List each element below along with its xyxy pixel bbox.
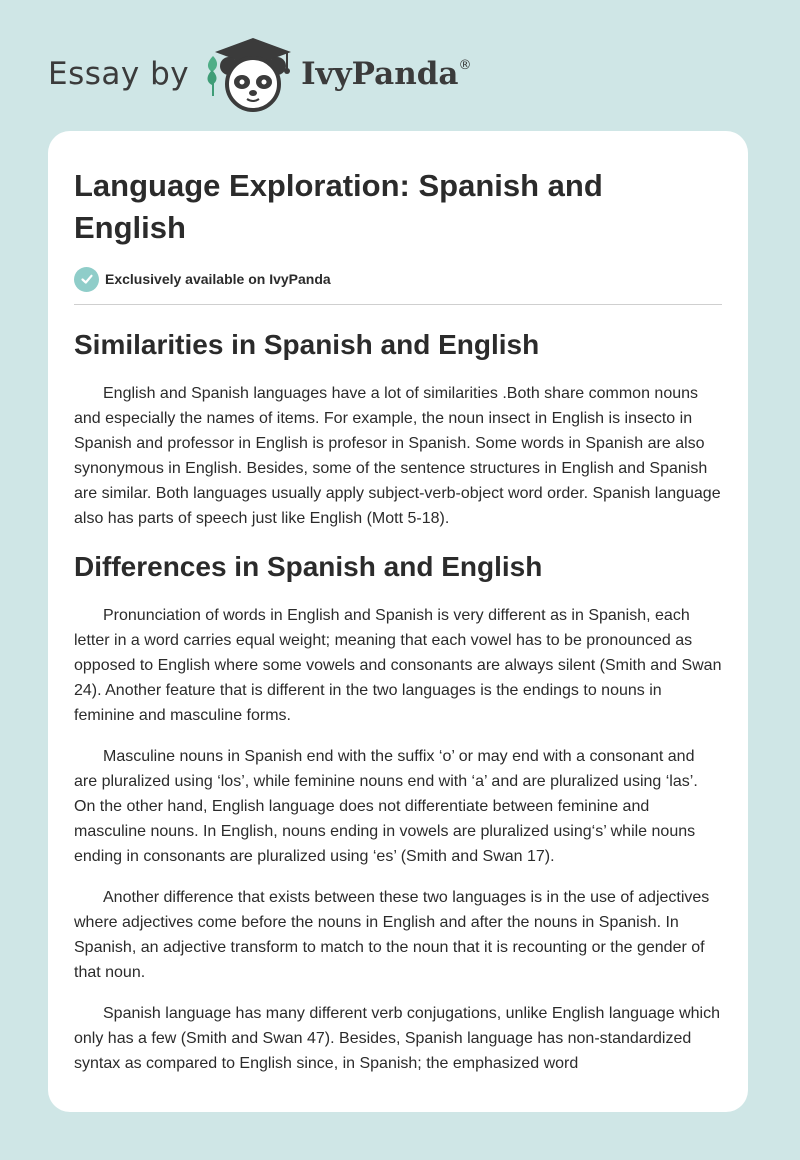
badge-text: Exclusively available on IvyPanda bbox=[105, 271, 331, 287]
essay-title: Language Exploration: Spanish and English bbox=[74, 168, 603, 245]
brand-prefix: Essay by bbox=[48, 56, 190, 92]
brand-name: IvyPanda® bbox=[301, 56, 472, 92]
section-heading: Differences in Spanish and English bbox=[74, 551, 543, 582]
ivy-leaf-icon bbox=[203, 52, 223, 96]
check-circle-icon bbox=[74, 267, 99, 292]
paragraph: Another difference that exists between these two languages is in the use of adjectives where adjectives come before the nouns in English and after the nouns in Spanish. In Spanish, an adjective transform to match to the noun that it is recounting or the gender of that noun. bbox=[74, 889, 710, 981]
paragraph: Spanish language has many different verb conjugations, unlike English language which only has a few (Smith and Swan 47). Besides, Spanish language has non-standardized syntax as compared to English since, in Spanish; the emphasized word bbox=[74, 1005, 721, 1072]
divider bbox=[74, 304, 722, 305]
exclusive-badge bbox=[74, 265, 722, 293]
paragraph: Masculine nouns in Spanish end with the suffix ‘o’ or may end with a consonant and are pluralized using ‘los’, while feminine nouns end with ‘a’ and are pluralized using ‘las’. On the other hand, English language does not differentiate between feminine and masculine nouns. In English, nouns ending in vowels are pluralized using‘s’ while nouns ending in consonants are pluralized using ‘es’ (Smith and Swan 17). bbox=[74, 748, 698, 865]
paragraph: English and Spanish languages have a lot of similarities .Both share common nouns and especially the names of items. For example, the noun insect in English is insecto in Spanish and professor in English is profesor in Spanish. Some words in Spanish are also synonymous in English. Besides, some of the sentence structures in English and Spanish are similar. Both languages usually apply subject-verb-object word order. Spanish language also has parts of speech just like English (Mott 5-18). bbox=[74, 385, 721, 527]
section-heading: Similarities in Spanish and English bbox=[74, 329, 540, 360]
paragraph: Pronunciation of words in English and Spanish is very different as in Spanish, each letter in a word carries equal weight; meaning that each vowel has to be pronounced as opposed to English where some vowels and consonants are always silent (Smith and Swan 24). Another feature that is different in the two languages is the endings to nouns in feminine and masculine forms. bbox=[74, 607, 722, 724]
brand-header[interactable] bbox=[48, 34, 472, 114]
essay-card bbox=[48, 131, 748, 1112]
